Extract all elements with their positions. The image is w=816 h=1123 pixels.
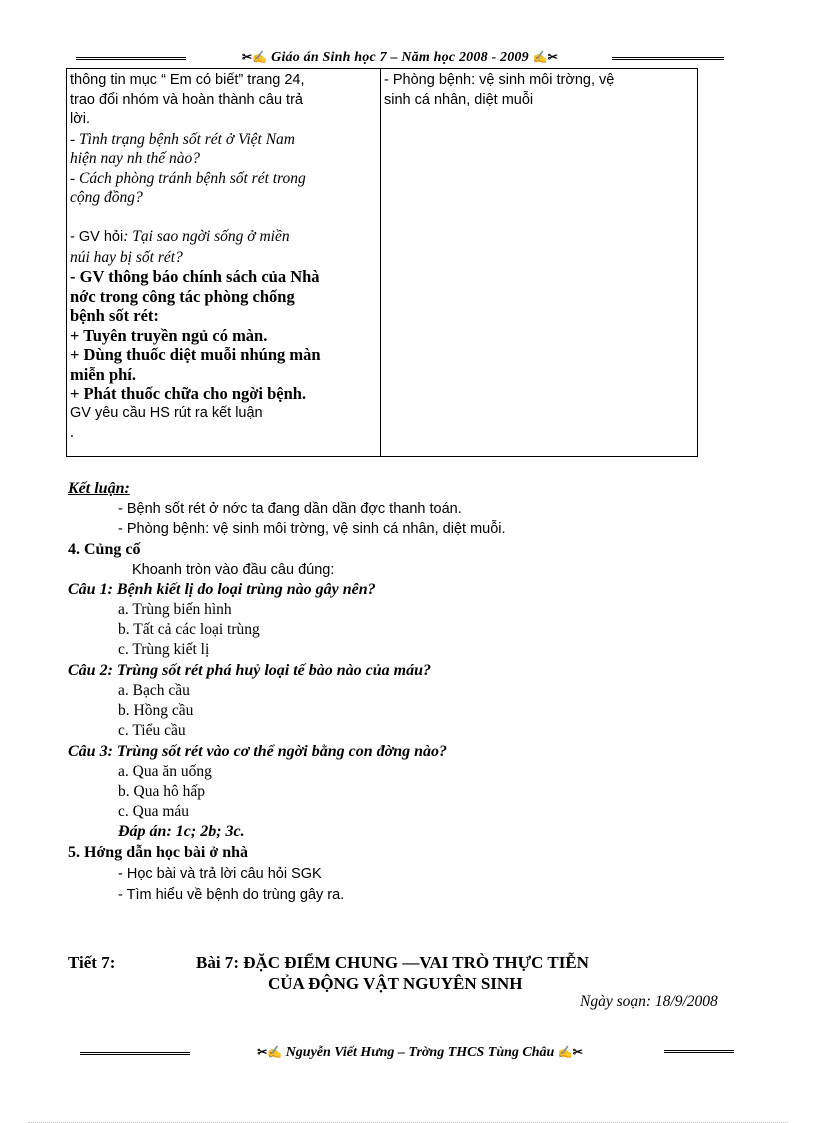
option: c. Qua máu bbox=[118, 803, 190, 820]
ask-text: núi hay bị sốt rét? bbox=[70, 248, 183, 266]
answer-key: Đáp án: 1c; 2b; 3c. bbox=[118, 823, 245, 840]
footer-rule-right bbox=[664, 1050, 734, 1053]
request-line: GV yêu cầu HS rút ra kết luận bbox=[70, 404, 263, 421]
bullet-line: + Dùng thuốc diệt muỗi nhúng màn bbox=[70, 345, 321, 364]
question-line: - Cách phòng tránh bệnh sốt rét trong bbox=[70, 169, 306, 187]
option: a. Bạch cầu bbox=[118, 682, 190, 699]
header-title: Giáo án Sinh học 7 – Năm học 2008 - 2009 bbox=[271, 50, 529, 65]
bullet-line: + Tuyên truyền ngủ có màn. bbox=[70, 325, 268, 345]
notice-line: nớc trong công tác phòng chống bbox=[70, 286, 295, 306]
question: Câu 3: Trùng sốt rét vào cơ thể ngời bằng con đờng nào? bbox=[68, 743, 447, 760]
footer-rule-left bbox=[80, 1052, 190, 1055]
ask-prefix: - GV hỏi bbox=[70, 229, 124, 245]
right-line: - Phòng bệnh: vệ sinh môi trờng, vệ bbox=[384, 72, 615, 88]
left-line: trao đổi nhóm và hoàn thành câu trả bbox=[70, 91, 303, 108]
section-heading: 5. Hớng dẫn học bài ở nhà bbox=[68, 844, 248, 861]
question-line: cộng đồng? bbox=[70, 189, 143, 206]
option: c. Trùng kiết lị bbox=[118, 641, 210, 658]
ask-text: : Tại sao ngời sống ở miền bbox=[123, 228, 290, 245]
bullet-line: miễn phí. bbox=[70, 364, 137, 384]
left-line: thông tin mục “ Em có biết” trang 24, bbox=[70, 72, 305, 88]
homework-item: - Học bài và trả lời câu hỏi SGK bbox=[118, 866, 322, 882]
lesson-title-line2: CỦA ĐỘNG VẬT NGUYÊN SINH bbox=[268, 974, 523, 993]
option: a. Trùng biến hình bbox=[118, 601, 232, 618]
lesson-number: Bài 7 bbox=[196, 953, 234, 972]
conclusion-heading: Kết luận: bbox=[68, 480, 130, 497]
right-line: sinh cá nhân, diệt muỗi bbox=[384, 91, 534, 108]
page-footer bbox=[200, 1045, 640, 1061]
bullet-line: + Phát thuốc chữa cho ngời bệnh. bbox=[70, 384, 307, 403]
dot-line: . bbox=[70, 424, 74, 441]
section-heading: 4. Củng cố bbox=[68, 541, 141, 558]
conclusion-item: - Bệnh sốt rét ở nớc ta đang dần dần đợc thanh toán. bbox=[118, 501, 462, 517]
option: c. Tiểu cầu bbox=[118, 722, 186, 739]
homework-item: - Tìm hiểu về bệnh do trùng gây ra. bbox=[118, 887, 345, 903]
left-line: lời. bbox=[70, 111, 90, 127]
lesson-title-line1: : ĐẶC ĐIỂM CHUNG —VAI TRÒ THỰC TIỄN bbox=[233, 953, 589, 972]
question: Câu 1: Bệnh kiết lị do loại trùng nào gây nên? bbox=[68, 581, 376, 598]
question-line: - Tình trạng bệnh sốt rét ở Việt Nam bbox=[70, 130, 295, 148]
option: b. Hồng cầu bbox=[118, 702, 194, 719]
option: a. Qua ăn uống bbox=[118, 763, 212, 780]
header-ornament-right-icon: ✍✂ bbox=[532, 50, 558, 64]
header-ornament-left-icon: ✂✍ bbox=[242, 50, 268, 64]
prepared-date: Ngày soạn: 18/9/2008 bbox=[580, 993, 718, 1010]
option: b. Qua hô hấp bbox=[118, 783, 205, 800]
notice-line: - GV thông báo chính sách của Nhà bbox=[70, 267, 320, 286]
lesson-title bbox=[196, 953, 589, 973]
notice-line: bệnh sốt rét: bbox=[70, 306, 159, 325]
footer-ornament-right-icon: ✍✂ bbox=[557, 1045, 583, 1059]
footer-ornament-left-icon: ✂✍ bbox=[257, 1045, 283, 1059]
question-line: hiện nay nh thế nào? bbox=[70, 150, 201, 167]
lesson-period: Tiết 7: bbox=[68, 953, 116, 972]
question: Câu 2: Trùng sốt rét phá huỷ loại tế bào nào của máu? bbox=[68, 662, 432, 679]
option: b. Tất cả các loại trùng bbox=[118, 621, 260, 638]
instruction: Khoanh tròn vào đầu câu đúng: bbox=[132, 562, 335, 578]
footer-author: Nguyễn Viết Hưng – Trờng THCS Tùng Châu bbox=[285, 1045, 555, 1060]
conclusion-item: - Phòng bệnh: vệ sinh môi trờng, vệ sinh cá nhân, diệt muỗi. bbox=[118, 521, 506, 537]
